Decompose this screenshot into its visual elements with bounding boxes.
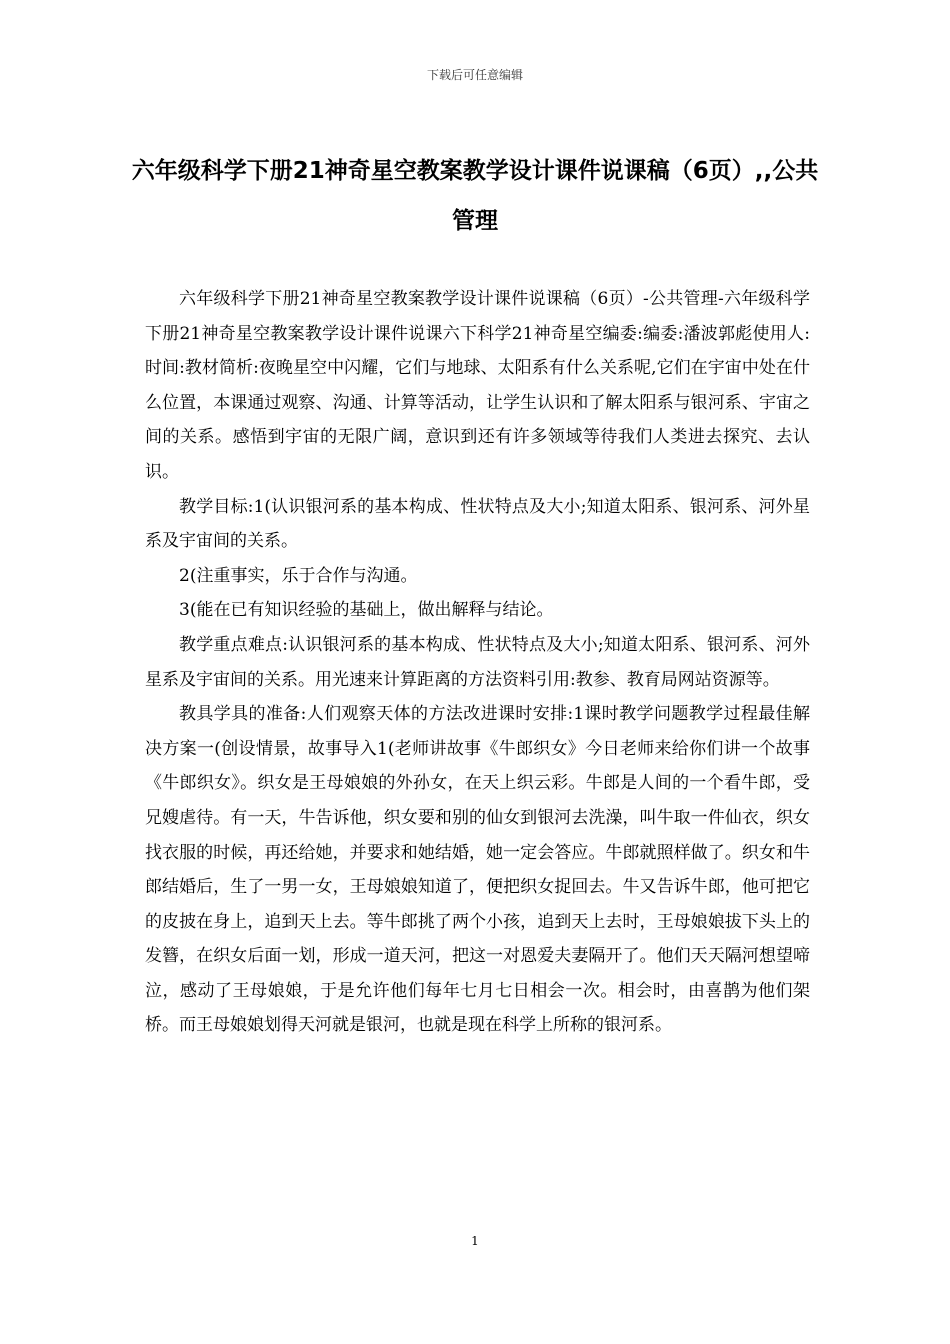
paragraph-materials-story: 教具学具的准备:人们观察天体的方法改进课时安排:1课时教学问题教学过程最佳解决方案一(创设情景，故事导入1(老师讲故事《牛郎织女》今日老师来给你们讲一个故事《牛郎织女》。织女是王母娘娘的外孙女，在天上织云彩。牛郎是人间的一个看牛郎，受兄嫂虐待。有一天，牛告诉他，织女要和别的仙女到银河去洗澡，叫牛取一件仙衣，织女找衣服的时候，再还给她，并要求和她结婚，她一定会答应。牛郎就照样做了。织女和牛郎结婚后，生了一男一女，王母娘娘知道了，便把织女捉回去。牛又告诉牛郎，他可把它的皮披在身上，追到天上去。等牛郎挑了两个小孩，追到天上去时，王母娘娘拔下头上的发簪，在织女后面一划，形成一道天河，把这一对恩爱夫妻隔开了。他们天天隔河想望啼泣，感动了王母娘娘，于是允许他们每年七月七日相会一次。相会时，由喜鹊为他们架桥。而王母娘娘划得天河就是银河，也就是现在科学上所称的银河系。 [145,704,810,1036]
paragraph-goal-2: 2(注重事实，乐于合作与沟通。 [179,565,418,586]
page-header-note: 下载后可任意编辑 [426,68,523,82]
paragraph-goal-3: 3(能在已有知识经验的基础上，做出解释与结论。 [179,600,554,621]
document-body [145,282,810,1043]
paragraph-teaching-goals: 教学目标:1(认识银河系的基本构成、性状特点及大小;知道太阳系、银河系、河外星系及宇宙间的关系。 [145,496,810,552]
paragraph-key-points: 教学重点难点:认识银河系的基本构成、性状特点及大小;知道太阳系、银河系、河外星系及宇宙间的关系。用光速来计算距离的方法资料引用:教参、教育局网站资源等。 [145,634,810,690]
page-number: 1 [471,1234,479,1248]
document-title: 六年级科学下册21神奇星空教案教学设计课件说课稿（6页）,,公共管理 [131,158,819,234]
paragraph-intro: 六年级科学下册21神奇星空教案教学设计课件说课稿（6页）-公共管理-六年级科学下册21神奇星空教案教学设计课件说课六下科学21神奇星空编委:编委:潘波郭彪使用人:时间:教材简析:夜晚星空中闪耀，它们与地球、太阳系有什么关系呢,它们在宇宙中处在什么位置，本课通过观察、沟通、计算等活动，让学生认识和了解太阳系与银河系、宇宙之间的关系。感悟到宇宙的无限广阔，意识到还有许多领域等待我们人类进去探究、去认识。 [145,289,810,482]
